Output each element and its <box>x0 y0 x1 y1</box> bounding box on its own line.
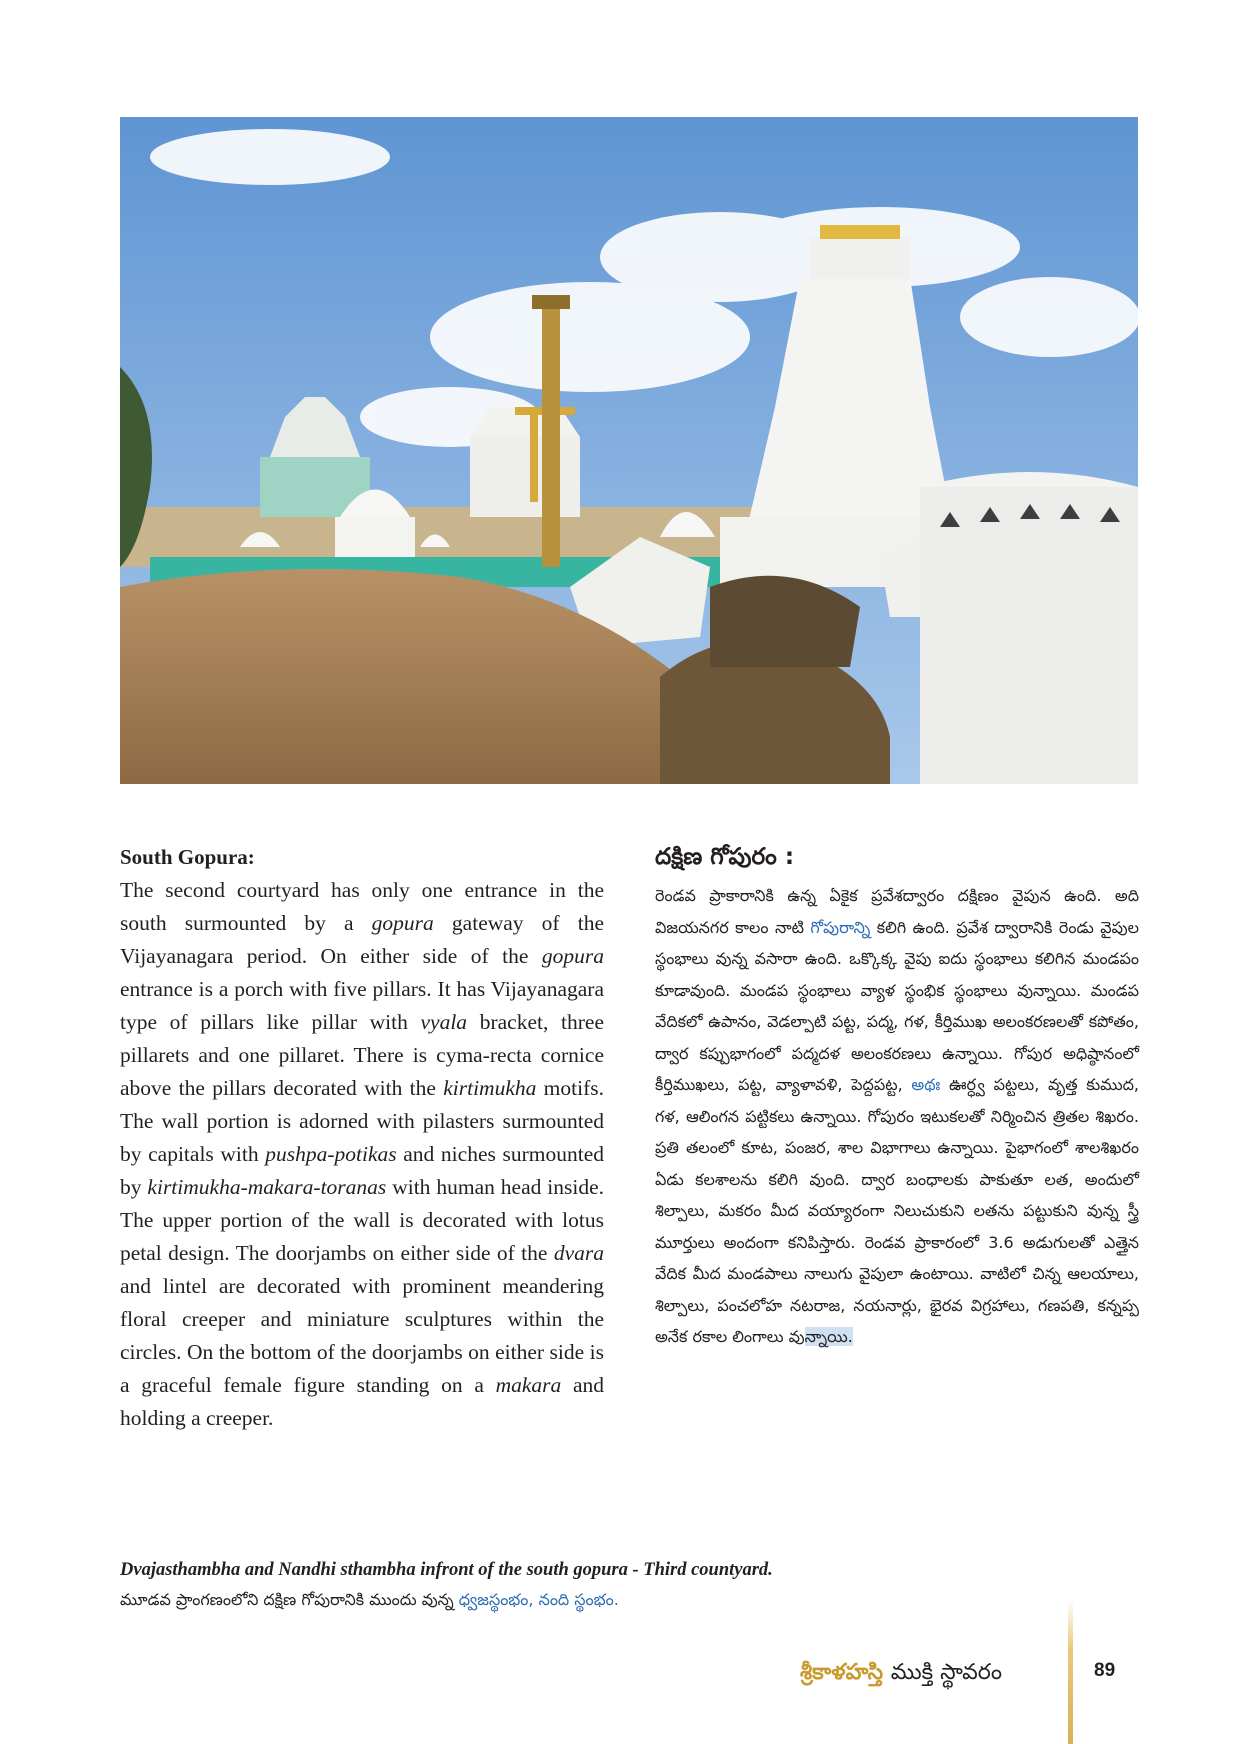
english-segment: and holding a creeper. <box>120 1373 605 1430</box>
english-segment: makara <box>495 1373 562 1397</box>
telugu-segment: కలిగి ఉంది. ప్రవేశ ద్వారానికి రెండు వైపుల స్థంభాలు వున్న వసారా ఉంది. ఒక్కొక్క వైపు ఐదు స్థంభాలు కలిగిన మండపం కూడావుంది. మండప స్థంభాలు వ్యాళ స్థంభిక స్థంభాలు వున్నాయి. మండప వేదికలో ఉపానం, వెడల్పాటి పట్ట, పద్మ, గళ, కీర్తిముఖ అలంకరణలతో కపోతం, ద్వార కప్పుభాగంలో పద్మదళ అలంకరణలు ఉన్నాయి. గోపుర అధిష్ఠానంలో కీర్తిముఖలు, పట్ట, వ్యాళావళి, పెద్దపట్ట, <box>655 917 1139 1094</box>
english-segment: The second courtyard has only one entrance in the south surmounted by a <box>120 878 604 935</box>
caption-english: Dvajasthambha and Nandhi sthambha infront of the south gopura - Third countyard. <box>120 1560 773 1580</box>
english-segment: kirtimukha-makara-toranas <box>147 1175 387 1199</box>
telugu-segment: ఊర్ధ్వ పట్టలు, వృత్త కుముద, గళ, ఆలింగన పట్టికలు ఉన్నాయి. గోపురం ఇటుకలతో నిర్మించిన త్రితల శిఖరం. ప్రతి తలంలో కూట, పంజర, శాల విభాగాలు ఉన్నాయి. పైభాగంలో శాలశిఖరం ఏడు కలశాలను కలిగి వుంది. ద్వార బంధాలకు పాకుతూ లత, అందులో శిల్పాలు, మకరం మీద వయ్యారంగా నిలుచుకుని లతను పట్టుకుని వున్న స్త్రీ మూర్తులు అందంగా కనిపిస్తారు. రెండవ ప్రాకారంలో 3.6 అడుగులతో ఎత్తైన వేదిక మీద మండపాలు నాలుగు వైపులా ఉంటాయి. వాటిలో చిన్న ఆలయాలు, శిల్పాలు, పంచలోహ నటరాజ, నయనార్లు, భైరవ విగ్రహాలు, గణపతి, కన్నప్ప అనేక రకాల లింగాలు వు <box>655 1075 1139 1346</box>
telugu-segment: గోపురాన్ని <box>810 917 871 937</box>
book-title-gold: శ్రీకాళహస్తి <box>800 1660 884 1685</box>
figure-caption <box>120 1555 1080 1615</box>
english-segment: gopura <box>541 944 604 968</box>
english-segment: gopura <box>371 911 434 935</box>
page-number: 89 <box>1094 1660 1116 1681</box>
telugu-segment: న్నాయి. <box>804 1327 853 1346</box>
caption-telugu-plain: మూడవ ప్రాంగణంలోని దక్షిణ గోపురానికి ముందు వున్న <box>120 1590 459 1609</box>
english-section-heading: South Gopura: <box>120 845 255 869</box>
caption-telugu <box>120 1585 1080 1615</box>
english-segment: gateway of the Vijayanagara period. On either side of the <box>120 911 604 968</box>
telugu-column <box>655 842 1139 1353</box>
telugu-body-paragraph <box>655 880 1139 1353</box>
telugu-segment: రెండవ ప్రాకారానికి ఉన్న ఏకైక ప్రవేశద్వారం దక్షిణం వైపున ఉంది. అది విజయనగర కాలం నాటి <box>655 886 1139 937</box>
temple-photo <box>120 117 1138 784</box>
english-segment: entrance is a porch with five pillars. It has Vijayanagara type of pillars like pillar with <box>120 977 604 1034</box>
telugu-section-heading: దక్షిణ గోపురం : <box>655 844 795 870</box>
english-column <box>120 842 604 1435</box>
english-segment: bracket, three pillarets and one pillaret. There is cyma-recta cornice above the pillars decorated with the <box>120 1010 604 1100</box>
english-segment: motifs. The wall portion is adorned with pilasters surmounted by capitals with <box>120 1076 605 1166</box>
footer-gold-rule <box>1068 1600 1073 1744</box>
english-segment: vyala <box>420 1010 468 1034</box>
telugu-segment: అథః <box>911 1075 941 1094</box>
book-title-footer <box>800 1655 1070 1691</box>
english-segment: pushpa-potikas <box>265 1142 397 1166</box>
english-segment: with human head inside. The upper portion of the wall is decorated with lotus petal design. The doorjambs on either side of the <box>120 1175 605 1265</box>
temple-photo-illustration <box>120 117 1138 784</box>
english-segment: kirtimukha <box>443 1076 537 1100</box>
english-segment: and lintel are decorated with prominent meandering floral creeper and miniature sculptures within the circles. On the bottom of the doorjambs on either side is a graceful female figure standing on a <box>120 1274 604 1397</box>
english-body-paragraph <box>120 874 604 1435</box>
book-title-dark: ముక్తి స్థావరం <box>890 1660 1002 1685</box>
english-segment: dvara <box>553 1241 604 1265</box>
caption-telugu-highlight: ధ్వజస్థంభం, నంది స్థంభం. <box>458 1590 619 1609</box>
english-segment: and niches surmounted by <box>120 1142 604 1199</box>
